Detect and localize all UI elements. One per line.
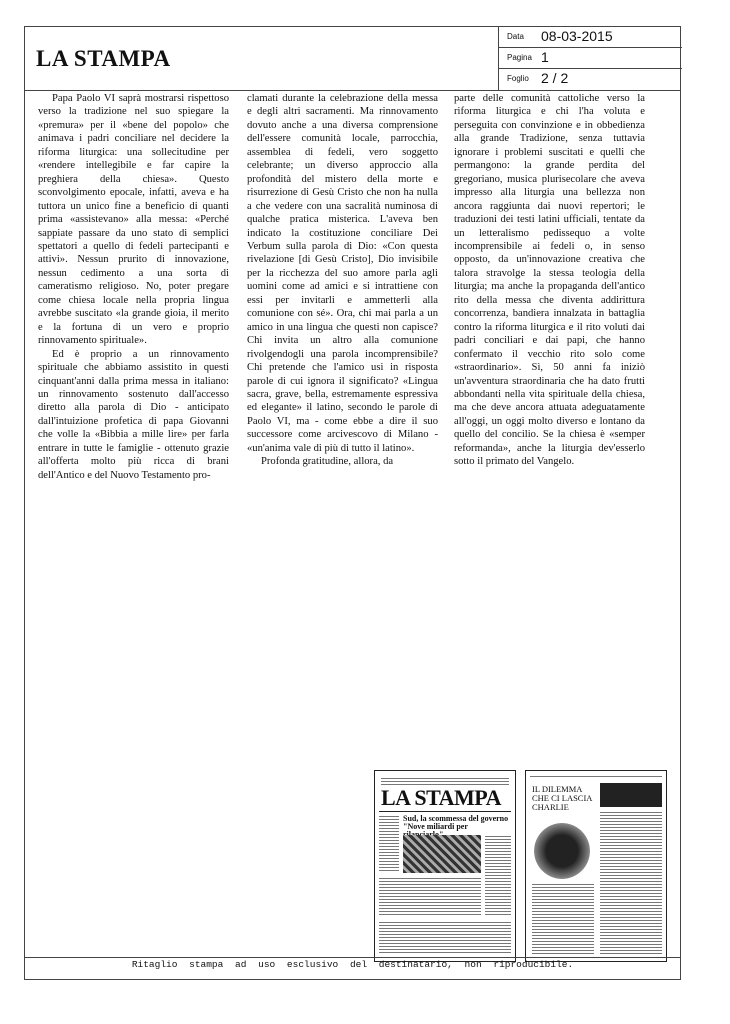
thumb-text-block xyxy=(600,811,662,955)
paragraph: Papa Paolo VI saprà mostrarsi rispettoso verso la tradizione nel suo spiegare la «premura» per il «bene del popolo» che animava i padri conciliare nel decidere la riforma liturgica: una sollecitudine per «rendere intellegibile e far capire la preghiera della chiesa». Questo sconvolgimento epocale, infatti, aveva e ha tuttora un unico fine a beneficio di quanti prima «assistevano» alla messa: «Perché sappiate passare da uno stato di semplici spettatori a quello di fedeli partecipanti e attivi». Nessun prurito di innovazione, nessun cedimento a una sorta di cameratismo religioso. No, poter pregare come chiesa locale nella propria lingua avrebbe suscitato «la grande gioia, il merito e la fortuna di un vero e proprio rinnovamento spirituale». xyxy=(38,93,229,347)
meta-value: 1 xyxy=(541,49,549,65)
thumb-headline: Sud, la scommessa del governo "Nove miliardi per xyxy=(403,814,509,831)
thumb-text-block xyxy=(485,835,511,915)
thumb-illustration xyxy=(534,823,590,879)
thumb-text-block xyxy=(379,921,511,955)
thumb-text-block xyxy=(532,883,594,955)
thumb-text-block xyxy=(530,775,662,779)
article-column-1 xyxy=(38,92,229,482)
meta-label: Data xyxy=(507,32,524,41)
thumb-photo xyxy=(403,835,481,873)
thumb-text-block xyxy=(379,815,399,871)
meta-row-sheet xyxy=(499,68,682,89)
front-page-thumbnail xyxy=(374,770,516,962)
thumb-logo: LA STAMPA xyxy=(381,785,501,810)
thumb-text-block xyxy=(381,777,509,785)
newspaper-logo: LA STAMPA xyxy=(36,46,171,71)
clipping-disclaimer: Ritaglio stampa ad uso esclusivo del destinatario, non riproducibile. xyxy=(24,957,681,972)
paragraph: clamati durante la celebrazione della messa e degli altri sacramenti. Ma rinnovamento dovuto anche a una diversa comprensione dell'essere comunità locale, parrocchia, assemblea di fedeli, vero soggetto celebrante; un diverso approccio alla profondità del mistero della morte e risurrezione di Gesù Cristo che non ha nulla a che vedere con una sacralità numinosa di qualche pratica misterica. L'aveva ben indicato la costituzione conciliare Dei Verbum sulla parola di Dio: «Con questa rivelazione [di Gesù Cristo], Dio invisibile per la ricchezza del suo amore parla agli uomini come ad amici e si intrattiene con essi per invitarli e ammetterli alla comunione con sé». Ora, chi mai parla a un amico in una lingua che questi non capisce? Chi invita un altro alla comunione rivolgendogli una parola incomprensibile? Chi pretende che l'amico usi in risposta parole di cui ignora il significato? «Lingua sacra, grave, bella, estremamente espressiva ed elegante» il latino, secondo le parole di Paolo VI, ma - come ebbe a dire il suo successore come arcivescovo di Milano - «un'anima vale di più di tutto il latino». xyxy=(247,93,438,454)
inner-page-thumbnail xyxy=(525,770,667,962)
article-column-3 xyxy=(454,92,645,469)
clipping-header xyxy=(24,26,681,91)
meta-row-date xyxy=(499,26,682,48)
paragraph: Profonda gratitudine, allora, da xyxy=(261,456,394,468)
thumb-dark-box xyxy=(600,783,662,807)
meta-row-page xyxy=(499,47,682,69)
thumb-headline: IL DILEMMA CHE CI LASCIA CHARLIE xyxy=(532,784,592,812)
clipping-meta-box xyxy=(498,26,682,90)
paragraph: parte delle comunità cattoliche verso la riforma liturgica e chi l'ha voluta e perseguita con convinzione e in obbedienza alla grande Tradizione, senza tuttavia ignorare i problemi suscitati e quelli che permangono: la grande perdita del gregoriano, musica plurisecolare che aveva impresso alla liturgia una bellezza non ancora raggiunta dai nuovi repertori; le traduzioni dei testi latini ufficiali, tentate da un letteralismo pedissequo a volte incomprensibile ai fedeli o, in senso opposto, da un'innovazione creativa che talora stravolge la stessa teologia della liturgia; ma anche la propaganda dell'antico rito della messa che diventa addirittura concorrenza, bandiera innalzata in battaglia contro la riforma liturgica e il rito voluti dai padri conciliari e dai papi, che hanno confermato il vecchio rito solo come «straordinario». Sì, 50 anni fa iniziò un'avventura straordinaria che ha dato frutti abbondanti nella vita spirituale della chiesa, ma che deve ancora attuata adeguatamente all'oggi, un oggi molto diverso e lontano da quello del concilio. Se la chiesa è «semper reformanda», anche la liturgia dev'esserlo sotto il primato del Vangelo. xyxy=(454,93,645,468)
paragraph: Ed è proprio a un rinnovamento spirituale che abbiamo assistito in questi cinquant'anni dalla prima messa in italiano: un rinnovamento sostenuto dall'accesso diretto alla parola di Dio - anticipato dall'intuizione profetica di papa Giovanni che volle la «Bibbia a mille lire» per farla entrare in tutte le famiglie - ottenuto grazie all'offerta molto più ricca di brani dell'Antico e del Nuovo Testamento pro- xyxy=(38,348,229,481)
meta-value: 08-03-2015 xyxy=(541,28,613,44)
meta-label: Pagina xyxy=(507,53,532,62)
meta-value: 2 / 2 xyxy=(541,70,569,86)
thumb-rule xyxy=(379,811,511,812)
article-column-2 xyxy=(247,92,438,469)
meta-label: Foglio xyxy=(507,74,529,83)
thumb-text-block xyxy=(379,877,481,915)
